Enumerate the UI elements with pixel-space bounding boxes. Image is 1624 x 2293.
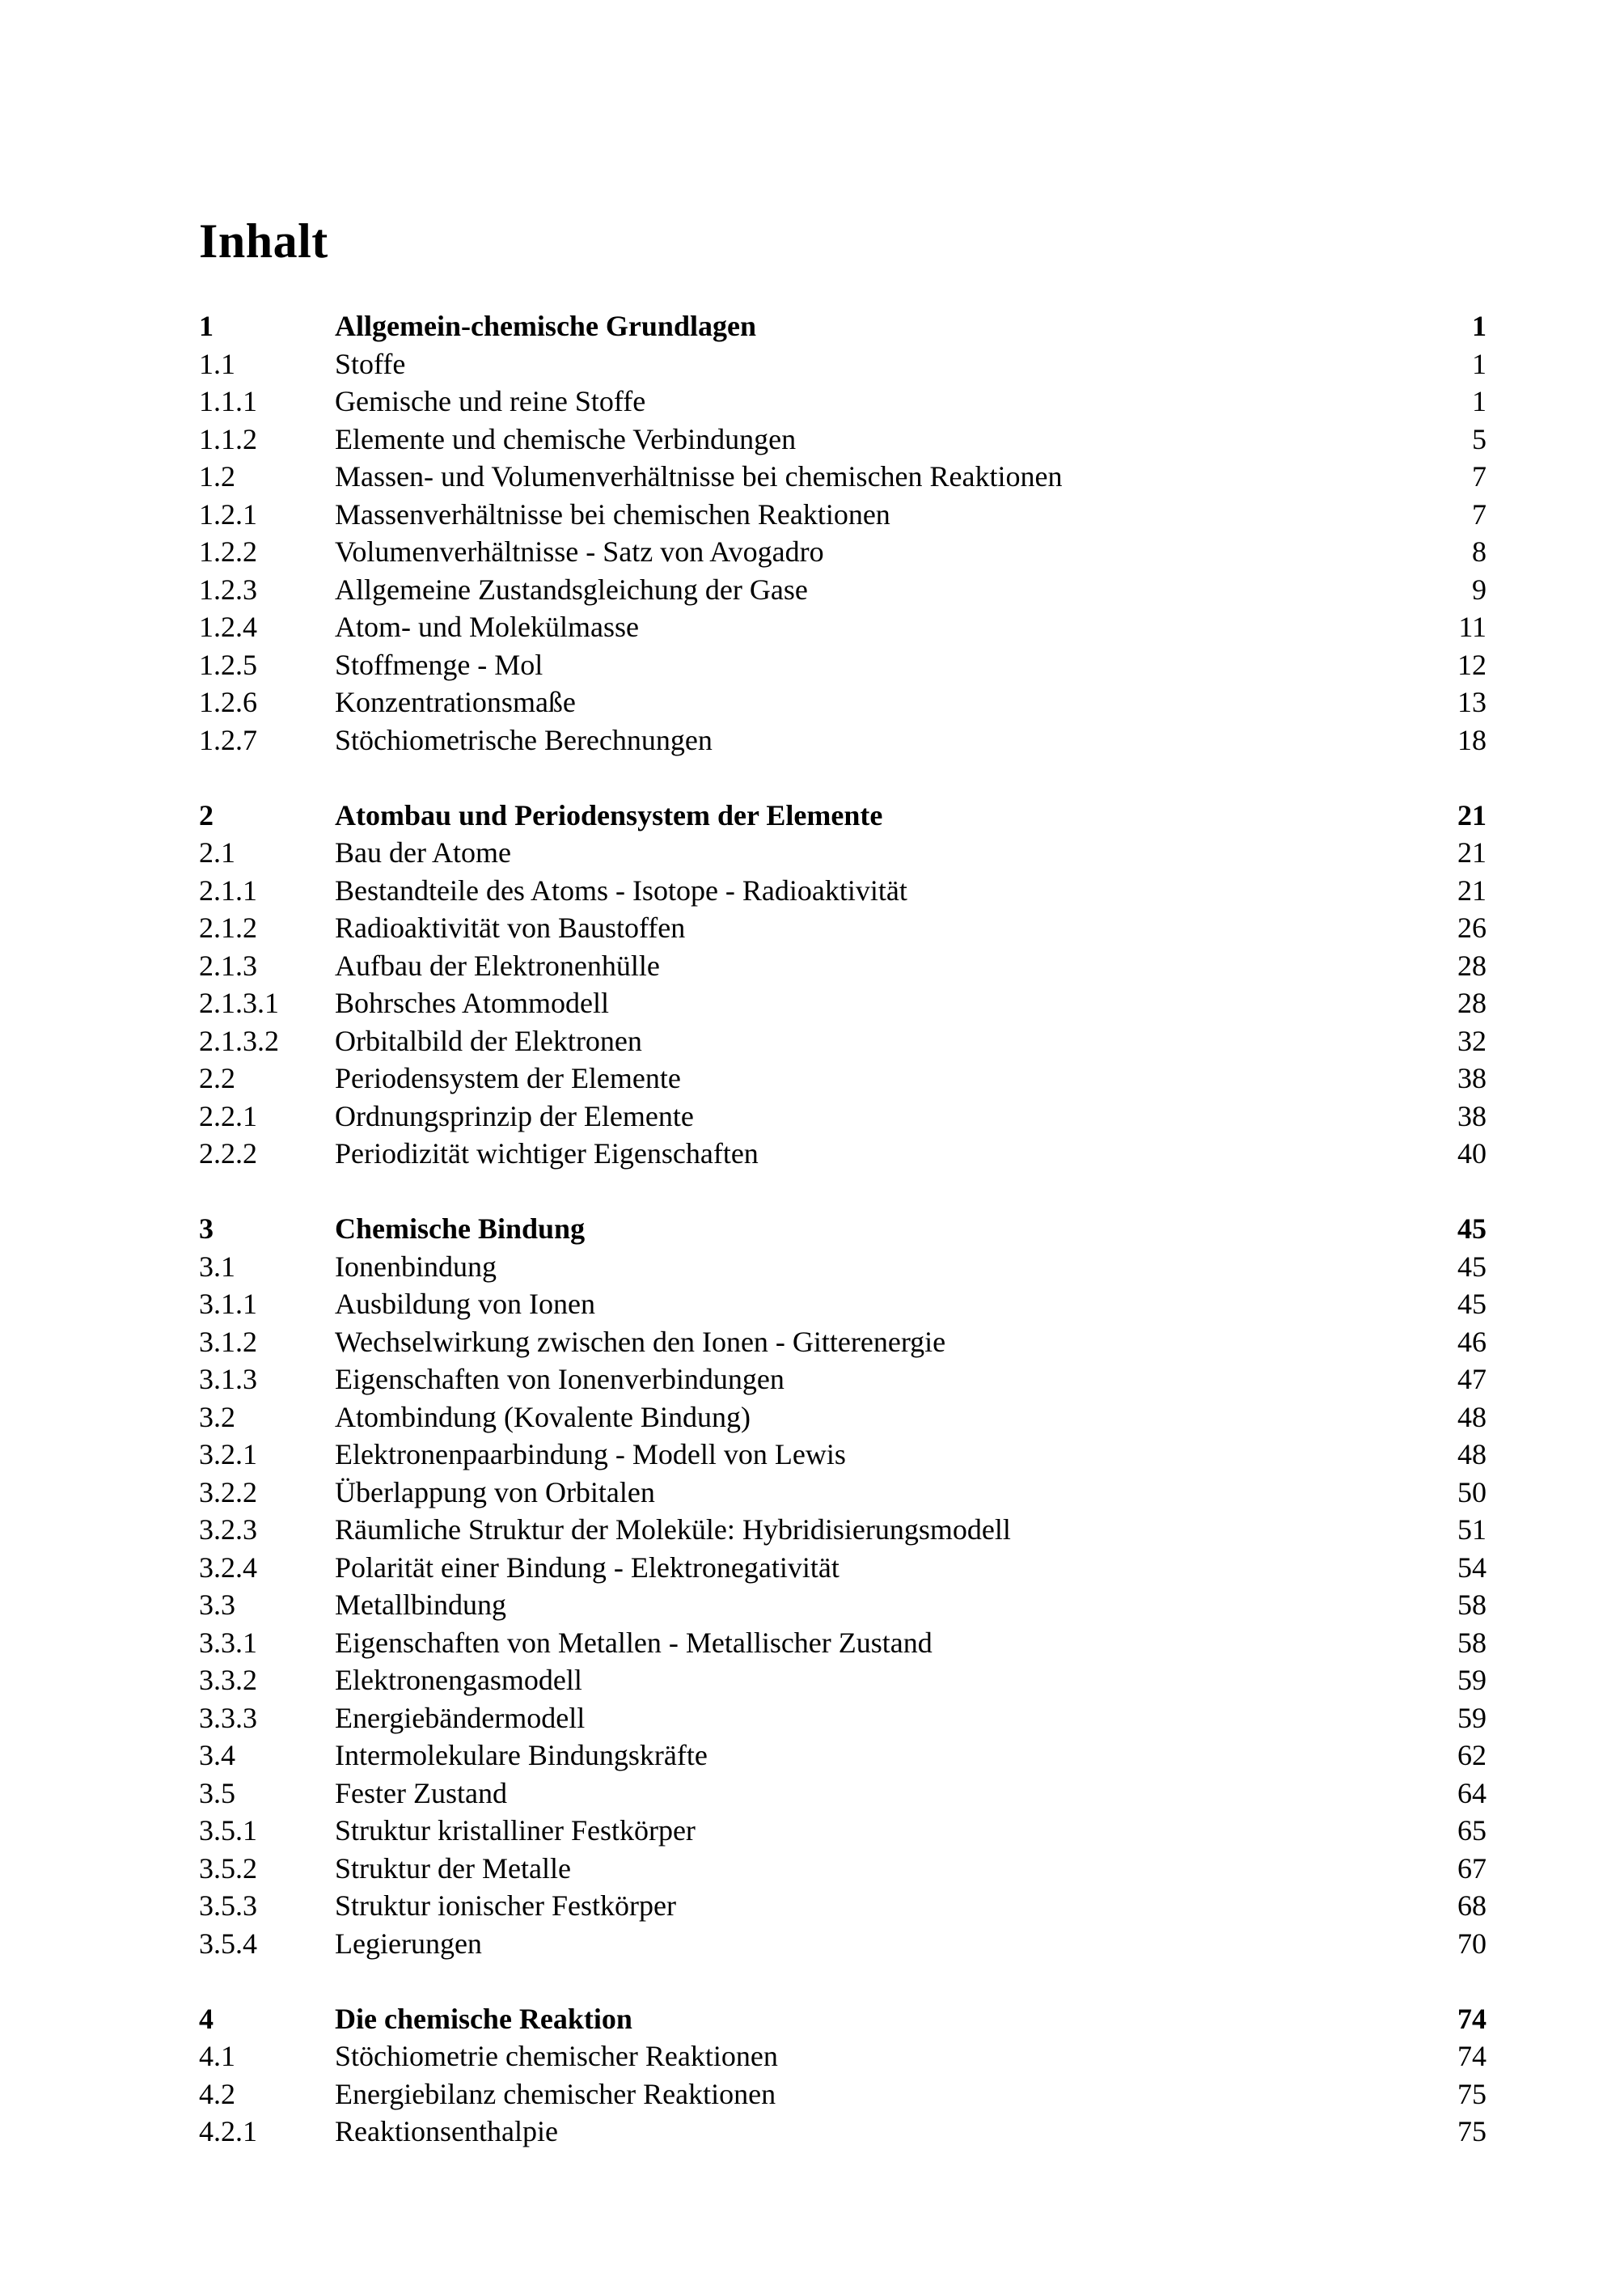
section-number: 2 xyxy=(199,798,214,831)
page-number: 32 xyxy=(1457,1024,1487,1057)
section-number: 1.2.1 xyxy=(199,497,257,531)
page-number: 1 xyxy=(1472,347,1487,380)
section-title: Intermolekulare Bindungskräfte xyxy=(335,1739,708,1771)
page-number: 7 xyxy=(1472,497,1487,531)
section-title: Bohrsches Atommodell xyxy=(335,987,609,1019)
toc-entry xyxy=(199,1624,1487,1662)
section-number: 1 xyxy=(199,310,214,342)
section-number: 1.2.2 xyxy=(199,535,257,568)
toc-chapter-block xyxy=(199,2000,1487,2151)
page-number: 11 xyxy=(1458,611,1487,643)
section-number: 4.2 xyxy=(199,2077,235,2110)
section-title: Eigenschaften von Ionenverbindungen xyxy=(335,1363,785,1395)
section-title: Radioaktivität von Baustoffen xyxy=(335,912,686,944)
section-title: Eigenschaften von Metallen - Metallischer Zustand xyxy=(335,1626,933,1659)
page-number: 62 xyxy=(1457,1739,1487,1771)
section-title: Elektronengasmodell xyxy=(335,1664,582,1696)
page-number: 74 xyxy=(1457,2002,1487,2035)
page-number: 51 xyxy=(1457,1513,1487,1546)
toc-entry xyxy=(199,721,1487,759)
section-number: 2.1.3.2 xyxy=(199,1024,279,1057)
section-title: Volumenverhältnisse - Satz von Avogadro xyxy=(335,535,824,568)
section-number: 4 xyxy=(199,2002,214,2035)
section-number: 3.1.3 xyxy=(199,1363,257,1395)
section-number: 3.1 xyxy=(199,1250,235,1283)
toc-entry xyxy=(199,533,1487,571)
page-number: 59 xyxy=(1457,1664,1487,1696)
section-number: 2.2.2 xyxy=(199,1137,257,1170)
section-number: 2.1.2 xyxy=(199,912,257,944)
section-number: 2.2.1 xyxy=(199,1099,257,1132)
toc-chapter-heading xyxy=(199,307,1487,345)
toc-chapter-heading xyxy=(199,2000,1487,2038)
section-number: 1.1.1 xyxy=(199,385,257,417)
section-title: Ordnungsprinzip der Elemente xyxy=(335,1099,694,1132)
section-number: 3.1.2 xyxy=(199,1325,257,1358)
section-number: 2.2 xyxy=(199,1062,235,1094)
toc-entry xyxy=(199,683,1487,721)
section-number: 3.2.3 xyxy=(199,1513,257,1546)
toc-entry xyxy=(199,1098,1487,1136)
section-number: 3.2.1 xyxy=(199,1438,257,1470)
toc-entry xyxy=(199,571,1487,609)
toc-entry xyxy=(199,1474,1487,1512)
section-number: 3.5 xyxy=(199,1776,235,1809)
section-title: Stöchiometrie chemischer Reaktionen xyxy=(335,2040,778,2072)
section-number: 3.2 xyxy=(199,1400,235,1433)
toc-entry xyxy=(199,1661,1487,1699)
section-title: Metallbindung xyxy=(335,1589,506,1621)
section-number: 3.1.1 xyxy=(199,1288,257,1320)
page-number: 28 xyxy=(1457,987,1487,1019)
toc-entry xyxy=(199,383,1487,421)
section-title: Polarität einer Bindung - Elektronegativität xyxy=(335,1551,839,1584)
section-number: 3.3.1 xyxy=(199,1626,257,1659)
page-number: 65 xyxy=(1457,1814,1487,1847)
page-number: 12 xyxy=(1457,648,1487,681)
toc-entry xyxy=(199,646,1487,684)
toc-entry xyxy=(199,1323,1487,1361)
toc-entry xyxy=(199,909,1487,947)
page-number: 54 xyxy=(1457,1551,1487,1584)
page-number: 59 xyxy=(1457,1701,1487,1734)
section-number: 1.2.4 xyxy=(199,611,257,643)
toc-entry xyxy=(199,1737,1487,1775)
toc-chapter-block xyxy=(199,797,1487,1173)
section-title: Struktur ionischer Festkörper xyxy=(335,1889,676,1922)
section-title: Allgemein-chemische Grundlagen xyxy=(335,310,756,342)
toc-chapter-heading xyxy=(199,1210,1487,1248)
toc-chapter-block xyxy=(199,1210,1487,1962)
section-title: Atombau und Periodensystem der Elemente xyxy=(335,798,883,831)
section-title: Atom- und Molekülmasse xyxy=(335,611,639,643)
section-title: Stoffe xyxy=(335,347,406,380)
section-number: 3.2.2 xyxy=(199,1475,257,1508)
toc-entry xyxy=(199,1925,1487,1963)
section-title: Struktur kristalliner Festkörper xyxy=(335,1814,696,1847)
page-number: 38 xyxy=(1457,1062,1487,1094)
toc-entry xyxy=(199,1060,1487,1098)
section-title: Bau der Atome xyxy=(335,836,511,869)
toc-entry xyxy=(199,1398,1487,1436)
page-number: 1 xyxy=(1472,385,1487,417)
toc-entry xyxy=(199,1549,1487,1587)
page-number: 8 xyxy=(1472,535,1487,568)
page-number: 21 xyxy=(1457,836,1487,869)
toc-entry xyxy=(199,1436,1487,1474)
section-title: Räumliche Struktur der Moleküle: Hybridisierungsmodell xyxy=(335,1513,1011,1546)
page-number: 21 xyxy=(1457,798,1487,831)
section-title: Die chemische Reaktion xyxy=(335,2002,632,2035)
section-number: 1.2.7 xyxy=(199,723,257,756)
page-number: 47 xyxy=(1457,1363,1487,1395)
page-number: 45 xyxy=(1457,1212,1487,1245)
toc-entry xyxy=(199,608,1487,646)
toc-entry xyxy=(199,2075,1487,2113)
section-title: Stöchiometrische Berechnungen xyxy=(335,723,713,756)
page-number: 7 xyxy=(1472,460,1487,493)
page-number: 68 xyxy=(1457,1889,1487,1922)
toc-entry xyxy=(199,947,1487,985)
section-title: Legierungen xyxy=(335,1927,482,1960)
page-number: 26 xyxy=(1457,912,1487,944)
toc-entry xyxy=(199,1699,1487,1737)
toc-entry xyxy=(199,2037,1487,2075)
table-of-contents xyxy=(199,307,1487,2151)
page-number: 58 xyxy=(1457,1589,1487,1621)
section-number: 3.3.3 xyxy=(199,1701,257,1734)
section-number: 3.5.2 xyxy=(199,1851,257,1885)
section-title: Gemische und reine Stoffe xyxy=(335,385,646,417)
toc-entry xyxy=(199,1511,1487,1549)
section-number: 3.2.4 xyxy=(199,1551,257,1584)
section-number: 3.5.3 xyxy=(199,1889,257,1922)
section-title: Massenverhältnisse bei chemischen Reaktionen xyxy=(335,497,890,531)
page-number: 40 xyxy=(1457,1137,1487,1170)
section-title: Orbitalbild der Elektronen xyxy=(335,1024,642,1057)
page-number: 45 xyxy=(1457,1288,1487,1320)
section-number: 4.2.1 xyxy=(199,2115,257,2147)
section-number: 1.2.5 xyxy=(199,648,257,681)
page-number: 64 xyxy=(1457,1776,1487,1809)
page-number: 58 xyxy=(1457,1626,1487,1659)
section-title: Periodensystem der Elemente xyxy=(335,1062,681,1094)
section-title: Fester Zustand xyxy=(335,1776,507,1809)
section-title: Wechselwirkung zwischen den Ionen - Gitterenergie xyxy=(335,1325,946,1358)
section-title: Allgemeine Zustandsgleichung der Gase xyxy=(335,573,808,606)
section-title: Überlappung von Orbitalen xyxy=(335,1475,655,1508)
section-number: 3.5.1 xyxy=(199,1814,257,1847)
toc-chapter-block xyxy=(199,307,1487,759)
toc-entry xyxy=(199,1887,1487,1925)
page-number: 18 xyxy=(1457,723,1487,756)
section-title: Energiebilanz chemischer Reaktionen xyxy=(335,2077,776,2110)
section-number: 3.3.2 xyxy=(199,1664,257,1696)
page-number: 28 xyxy=(1457,949,1487,982)
page-number: 48 xyxy=(1457,1438,1487,1470)
section-title: Stoffmenge - Mol xyxy=(335,648,543,681)
section-title: Reaktionsenthalpie xyxy=(335,2115,558,2147)
section-number: 1.2.6 xyxy=(199,686,257,718)
toc-entry xyxy=(199,1022,1487,1060)
page-number: 50 xyxy=(1457,1475,1487,1508)
toc-entry xyxy=(199,1850,1487,1888)
section-number: 1.1.2 xyxy=(199,422,257,455)
page-number: 70 xyxy=(1457,1927,1487,1960)
toc-entry xyxy=(199,1586,1487,1624)
section-title: Bestandteile des Atoms - Isotope - Radioaktivität xyxy=(335,874,907,907)
section-title: Ausbildung von Ionen xyxy=(335,1288,595,1320)
toc-entry xyxy=(199,458,1487,496)
page-number: 13 xyxy=(1457,686,1487,718)
section-title: Konzentrationsmaße xyxy=(335,686,576,718)
section-title: Aufbau der Elektronenhülle xyxy=(335,949,660,982)
page-number: 75 xyxy=(1457,2077,1487,2110)
page-number: 46 xyxy=(1457,1325,1487,1358)
section-title: Struktur der Metalle xyxy=(335,1851,571,1885)
page-number: 21 xyxy=(1457,874,1487,907)
section-title: Massen- und Volumenverhältnisse bei chemischen Reaktionen xyxy=(335,460,1063,493)
section-title: Energiebändermodell xyxy=(335,1701,586,1734)
page-number: 74 xyxy=(1457,2040,1487,2072)
section-number: 3.5.4 xyxy=(199,1927,257,1960)
section-title: Ionenbindung xyxy=(335,1250,497,1283)
toc-chapter-heading xyxy=(199,797,1487,835)
toc-entry xyxy=(199,2113,1487,2151)
page-title: Inhalt xyxy=(199,214,328,268)
page-number: 48 xyxy=(1457,1400,1487,1433)
toc-entry xyxy=(199,421,1487,459)
toc-entry xyxy=(199,1285,1487,1323)
toc-entry xyxy=(199,872,1487,910)
section-number: 3 xyxy=(199,1212,214,1245)
section-number: 4.1 xyxy=(199,2040,235,2072)
section-number: 2.1.1 xyxy=(199,874,257,907)
section-number: 3.3 xyxy=(199,1589,235,1621)
toc-entry xyxy=(199,984,1487,1022)
page-number: 1 xyxy=(1472,310,1487,342)
toc-entry xyxy=(199,1248,1487,1286)
toc-entry xyxy=(199,1812,1487,1850)
page-number: 5 xyxy=(1472,422,1487,455)
page-number: 9 xyxy=(1472,573,1487,606)
section-number: 1.2 xyxy=(199,460,235,493)
page-number: 67 xyxy=(1457,1851,1487,1885)
section-title: Elemente und chemische Verbindungen xyxy=(335,422,797,455)
toc-entry xyxy=(199,1360,1487,1398)
section-number: 1.2.3 xyxy=(199,573,257,606)
page-number: 75 xyxy=(1457,2115,1487,2147)
section-title: Periodizität wichtiger Eigenschaften xyxy=(335,1137,759,1170)
section-number: 1.1 xyxy=(199,347,235,380)
toc-entry xyxy=(199,345,1487,383)
toc-entry xyxy=(199,496,1487,534)
section-title: Atombindung (Kovalente Bindung) xyxy=(335,1400,751,1433)
section-number: 2.1.3 xyxy=(199,949,257,982)
section-number: 2.1 xyxy=(199,836,235,869)
section-number: 2.1.3.1 xyxy=(199,987,279,1019)
section-title: Chemische Bindung xyxy=(335,1212,586,1245)
section-title: Elektronenpaarbindung - Modell von Lewis xyxy=(335,1438,846,1470)
toc-entry xyxy=(199,834,1487,872)
section-number: 3.4 xyxy=(199,1739,235,1771)
toc-entry xyxy=(199,1775,1487,1813)
page-number: 45 xyxy=(1457,1250,1487,1283)
page-number: 38 xyxy=(1457,1099,1487,1132)
toc-entry xyxy=(199,1135,1487,1173)
